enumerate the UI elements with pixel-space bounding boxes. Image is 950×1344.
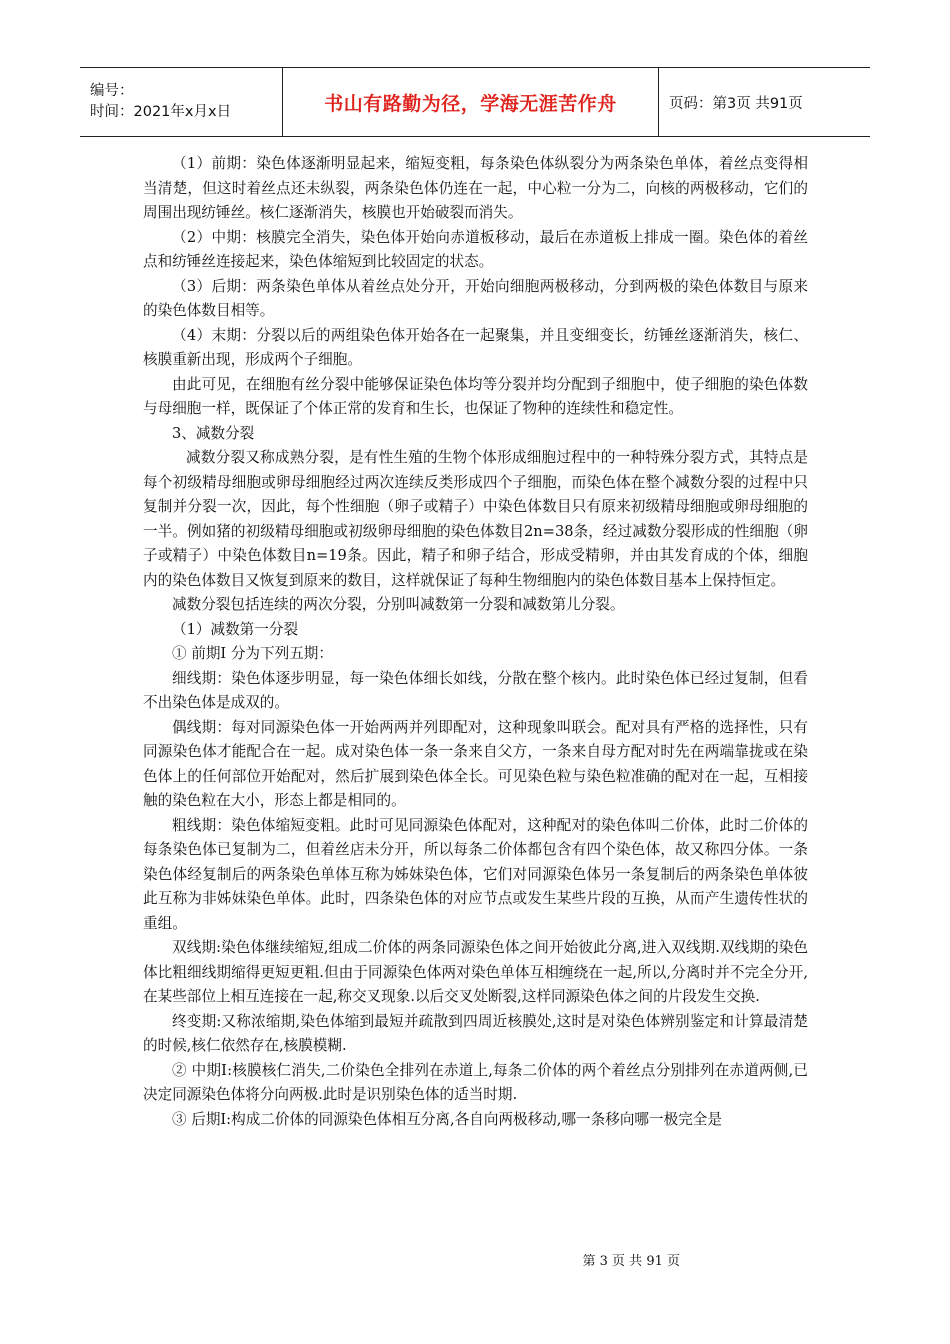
document-number-label: 编号： [90, 83, 134, 99]
paragraph-zygotene: 偶线期：每对同源染色体一开始两两并列即配对，这种现象叫联会。配对具有严格的选择性，只有同源染色体才能配合在一起。成对染色体一条一条来自父方，一条来自母方配对时先在两端靠拢或在染色体上的任何部位开始配对，然后扩展到染色体全长。可见染色粒与染色粒准确的配对在一起，互相接触的染色粒在大小，形态上都是相同的。 [143, 718, 808, 809]
paragraph-mitosis-summary: 由此可见，在细胞有丝分裂中能够保证染色体均等分裂并均分配到子细胞中，使子细胞的染色体数与母细胞一样，既保证了个体正常的发育和生长，也保证了物种的连续性和稳定性。 [143, 375, 808, 417]
paragraph-meiosis-divisions: 减数分裂包括连续的两次分裂，分别叫减数第一分裂和减数第儿分裂。 [172, 596, 625, 613]
paragraph-meiosis-intro: 减数分裂又称成熟分裂，是有性生殖的生物个体形成细胞过程中的一种特殊分裂方式，其特点是每个初级精母细胞或卵母细胞经过两次连续反类形成四个子细胞，而染色体在整个减数分裂的过程中只复制并分裂一次，因此，每个性细胞（卵子或精子）中染色体数目只有原来初级精母细胞或卵母细胞的一半。例如猪的初级精母细胞或初级卵母细胞的染色体数目2n=38条，经过减数分裂形成的性细胞（卵子或精子）中染色体数目n=19条。因此，精子和卵子结合，形成受精卵，并由其发育成的个体，细胞内的染色体数目又恢复到原来的数目，这样就保证了每种生物细胞内的染色体数目基本上保持恒定。 [143, 449, 808, 589]
header-motto: 书山有路勤为径，学海无涯苦作舟 [283, 68, 659, 136]
header-page-info: 页码：第3页 共91页 [669, 95, 803, 112]
subheading-prophase-one: ① 前期Ⅰ 分为下列五期： [172, 645, 333, 662]
paragraph-diakinesis: 终变期:又称浓缩期,染色体缩到最短并疏散到四周近核膜处,这时是对染色体辨别鉴定和计算最清楚的时候,核仁依然存在,核膜模糊. [143, 1012, 808, 1054]
paragraph-telophase: （4）末期：分裂以后的两组染色体开始各在一起聚集，并且变细变长，纺锤丝逐渐消失，核仁、核膜重新出现，形成两个子细胞。 [143, 326, 808, 368]
page-header [80, 67, 870, 137]
document-body [143, 152, 808, 1132]
paragraph-leptotene: 细线期：染色体逐步明显，每一染色体细长如线，分散在整个核内。此时染色体已经过复制，但看不出染色体是成双的。 [143, 669, 808, 711]
paragraph-metaphase: （2）中期：核膜完全消失，染色体开始向赤道板移动，最后在赤道板上排成一圈。染色体的着丝点和纺锤丝连接起来，染色体缩短到比较固定的状态。 [143, 228, 808, 270]
header-meta [80, 68, 283, 136]
paragraph-metaphase-one: ② 中期Ⅰ:核膜核仁消失,二价染色全排列在赤道上,每条二价体的两个着丝点分别排列在赤道两侧,已决定同源染色体将分向两极.此时是识别染色体的适当时期. [143, 1061, 808, 1103]
document-date: 时间：2021年x月x日 [90, 104, 232, 120]
paragraph-anaphase-one: ③ 后期Ⅰ:构成二价体的同源染色体相互分离,各自向两极移动,哪一条移向哪一极完全是 [172, 1110, 722, 1128]
paragraph-pachytene: 粗线期：染色体缩短变粗。此时可见同源染色体配对，这种配对的染色体叫二价体，此时二价体的每条染色体已复制为二，但着丝店未分开，所以每条二价体都包含有四个染色体，故又称四分体。一条染色体经复制后的两条染色单体互称为姊妹染色体，它们对同源染色体另一条复制后的两条染色单体彼此互称为非姊妹染色单体。此时，四条染色体的对应节点或发生某些片段的互换，从而产生遗传性状的重组。 [143, 816, 808, 932]
paragraph-anaphase: （3）后期：两条染色单体从着丝点处分开，开始向细胞两极移动，分到两极的染色体数目与原来的染色体数目相等。 [143, 277, 808, 319]
paragraph-prophase: （1）前期：染色体逐渐明显起来，缩短变粗，每条染色体纵裂分为两条染色单体，着丝点变得相当清楚，但这时着丝点还未纵裂，两条染色体仍连在一起，中心粒一分为二，向核的两极移动，它们的周围出现纺锤丝。核仁逐渐消失，核膜也开始破裂而消失。 [143, 155, 808, 221]
footer-page-number: 第 3 页 共 91 页 [582, 1254, 680, 1269]
section-heading-meiosis: 3、减数分裂 [172, 424, 255, 442]
paragraph-diplotene: 双线期:染色体继续缩短,组成二价体的两条同源染色体之间开始彼此分离,进入双线期.双线期的染色体比粗细线期缩得更短更粗.但由于同源染色体两对染色单体互相缠绕在一起,所以,分离时并不完全分开,在某些部位上相互连接在一起,称交叉现象.以后交叉处断裂,这样同源染色体之间的片段发生交换. [143, 939, 808, 1005]
subheading-meiosis-one: （1）减数第一分裂 [172, 620, 299, 638]
